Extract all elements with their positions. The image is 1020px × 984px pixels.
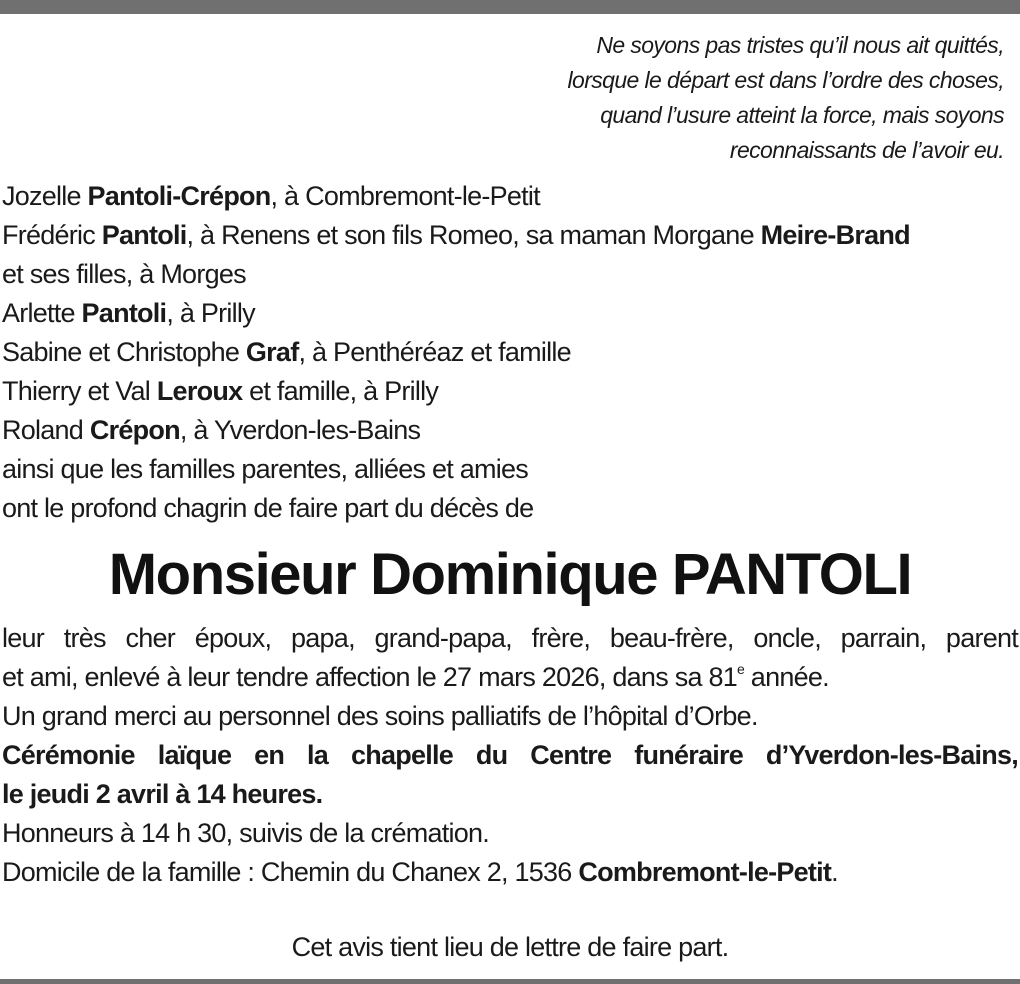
first-name: Roland	[2, 415, 90, 445]
quote-line: lorsque le départ est dans l’ordre des choses,	[567, 67, 1004, 93]
surname: Pantoli	[81, 298, 167, 328]
location: , à Renens et son fils Romeo, sa maman Morgane	[186, 220, 761, 250]
honours-line: Honneurs à 14 h 30, suivis de la crémation.	[2, 818, 490, 848]
quote-line: reconnaissants de l’avoir eu.	[729, 137, 1004, 163]
location: , à Yverdon-les-Bains	[179, 415, 421, 445]
body-line	[2, 661, 1018, 693]
family-line: et ses filles, à Morges	[2, 259, 246, 289]
family-line	[2, 297, 1018, 329]
thanks-line: Un grand merci au personnel des soins palliatifs de l’hôpital d’Orbe.	[2, 701, 758, 731]
location: , à Prilly	[166, 298, 255, 328]
family-line	[2, 336, 1018, 368]
location: et famille, à Prilly	[242, 376, 439, 406]
family-line	[2, 414, 1018, 446]
first-name: Frédéric	[2, 220, 102, 250]
top-rule	[0, 0, 1020, 14]
first-name: Thierry et Val	[2, 376, 157, 406]
quote-line: quand l’usure atteint la force, mais soyons	[600, 102, 1004, 128]
address-text: Domicile de la famille : Chemin du Chanex 2, 1536	[2, 857, 579, 887]
deceased-name: Monsieur Dominique PANTOLI	[108, 542, 912, 607]
announcement-line: ont le profond chagrin de faire part du décès de	[2, 493, 534, 523]
ordinal-superscript: e	[737, 661, 745, 677]
first-name: Jozelle	[2, 181, 88, 211]
footer-note: Cet avis tient lieu de lettre de faire part.	[291, 932, 729, 962]
body-text: année.	[744, 662, 829, 692]
family-line: ainsi que les familles parentes, alliées et amies	[2, 454, 529, 484]
ceremony-date: le jeudi 2 avril à 14 heures.	[2, 779, 323, 809]
surname: Leroux	[156, 376, 243, 406]
body-line: leur très cher époux, papa, grand-papa, frère, beau-frère, oncle, parrain, parent	[2, 623, 1018, 653]
quote-line: Ne soyons pas tristes qu’il nous ait quittés,	[596, 32, 1004, 58]
address-line	[2, 856, 1018, 888]
location: , à Combremont-le-Petit	[270, 181, 540, 211]
address-town: Combremont-le-Petit	[578, 857, 832, 887]
epigraph-quote	[444, 28, 1004, 168]
ceremony-line: Cérémonie laïque en la chapelle du Centre funéraire d’Yverdon-les-Bains,	[2, 740, 1018, 770]
address-period: .	[831, 857, 838, 887]
body-text: et ami, enlevé à leur tendre affection le 27 mars 2026, dans sa 81	[2, 662, 737, 692]
location: , à Penthéréaz et famille	[298, 337, 571, 367]
family-line	[2, 180, 1018, 212]
surname: Crépon	[89, 415, 180, 445]
surname: Graf	[245, 337, 299, 367]
surname: Pantoli	[101, 220, 187, 250]
surname: Pantoli-Crépon	[87, 181, 271, 211]
first-name: Sabine et Christophe	[2, 337, 246, 367]
family-line	[2, 219, 1018, 251]
first-name: Arlette	[2, 298, 82, 328]
bottom-rule	[0, 979, 1020, 984]
surname: Meire-Brand	[760, 220, 910, 250]
family-line	[2, 375, 1018, 407]
